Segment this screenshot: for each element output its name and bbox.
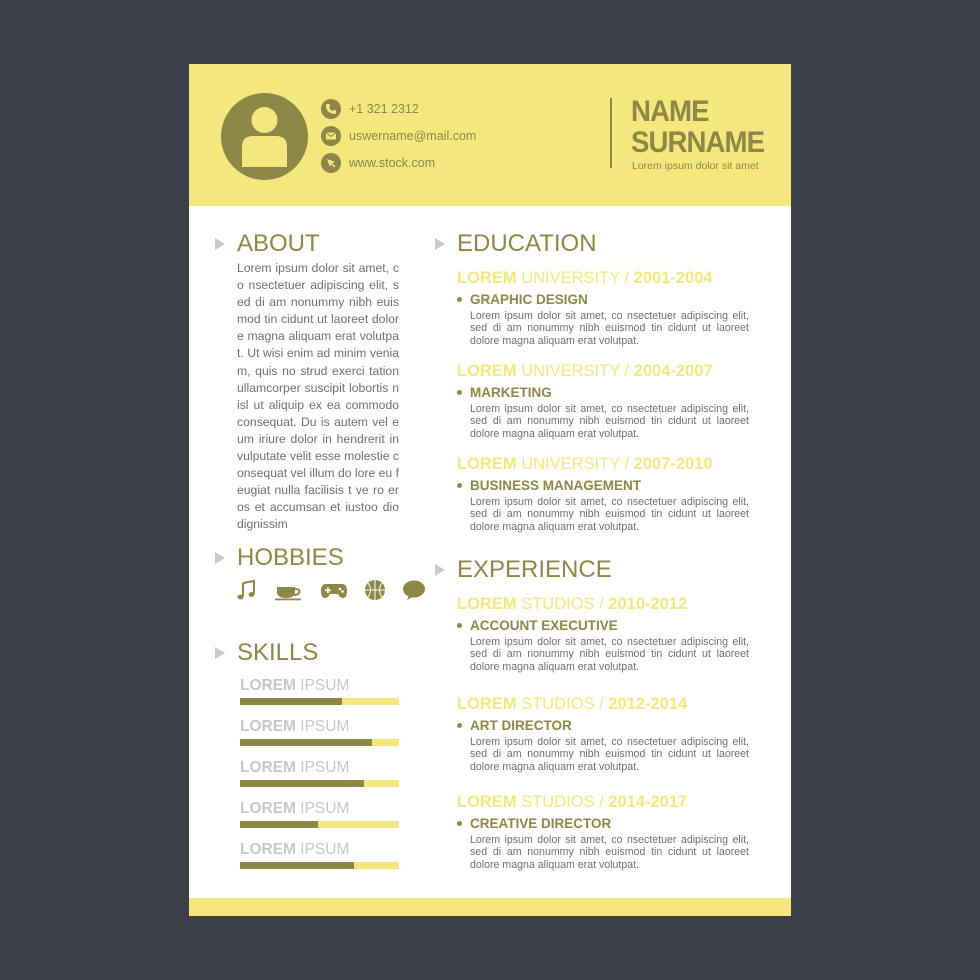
skill-bar [240,862,399,869]
entry-heading [457,595,749,615]
skill-bar [240,821,399,828]
skill-label [240,759,399,777]
arrow-icon [215,647,225,659]
person-icon [221,93,308,180]
entry-heading-bold: LOREM [457,362,517,380]
bullet-icon [457,723,462,728]
experience-entry [457,595,749,673]
hobbies-title: HOBBIES [237,544,344,571]
entry-description: Lorem ipsum dolor sit amet, co nsectetuer adipiscing elit, sed di am nonummy nibh euismod tin cidunt ut laoreet dolore magna aliquam erat volutpat. [470,736,749,773]
entry-role [457,291,749,308]
music-note-icon [236,579,258,601]
skill-bar-fill [240,862,354,869]
entry-heading-thin: STUDIOS / [521,595,604,613]
entry-role-text: ART DIRECTOR [470,718,572,733]
entry-heading [457,269,749,289]
entry-role [457,477,749,494]
entry-heading-bold: LOREM [457,793,517,811]
about-title: ABOUT [237,230,320,257]
entry-role [457,384,749,401]
contact-email [321,125,476,147]
entry-description: Lorem ipsum dolor sit amet, co nsectetuer adipiscing elit, sed di am nonummy nibh euismod tin cidunt ut laoreet dolore magna aliquam erat volutpat. [470,834,749,871]
bullet-icon [457,623,462,628]
skill-label-bold: LOREM [240,677,296,694]
header-divider [610,98,612,168]
entry-role-text: ACCOUNT EXECUTIVE [470,618,618,633]
skill-label [240,718,399,736]
speech-bubble-icon [402,579,426,601]
skill-item [240,677,399,705]
skill-label-thin: IPSUM [300,718,350,735]
bullet-icon [457,821,462,826]
education-entry [457,455,749,533]
about-text: Lorem ipsum dolor sit amet, co nsectetuer adipiscing elit, sed di am nonummy nibh euismod tin cidunt ut laoreet dolore magna aliquam erat volutpat. Ut wisi enim ad minim veniam, quis no strud exerci tation ullamcorper suscipit lobortis nisl ut aliquip ex ea commodo consequat. Du is autem vel eum iriure dolor in hendrerit in vulputate velit esse molestie consequat vel illum do lore eu feugiat nulla facilisis t ve ro eros et accumsan et iustoo dio dignissim [237,261,399,532]
entry-role-text: CREATIVE DIRECTOR [470,816,612,831]
skill-label [240,841,399,859]
cursor-icon [321,153,341,173]
envelope-icon [321,126,341,146]
entry-description: Lorem ipsum dolor sit amet, co nsectetuer adipiscing elit, sed di am nonummy nibh euismod tin cidunt ut laoreet dolore magna aliquam erat volutpat. [470,636,749,673]
experience-title: EXPERIENCE [457,556,612,583]
bullet-icon [457,390,462,395]
skill-label-bold: LOREM [240,841,296,858]
entry-heading-bold: LOREM [457,695,517,713]
entry-role [457,617,749,634]
skill-label-thin: IPSUM [300,800,350,817]
skill-bar [240,739,399,746]
hobbies-icons [236,579,442,601]
about-heading [215,230,320,258]
education-entry [457,269,749,347]
experience-entry [457,695,749,773]
skill-item [240,759,399,787]
skill-bar-fill [240,821,318,828]
full-name [631,96,769,158]
resume-header [189,64,791,206]
skill-bar-fill [240,780,364,787]
skill-item [240,718,399,746]
skill-label-bold: LOREM [240,718,296,735]
skill-label-bold: LOREM [240,759,296,776]
entry-heading [457,455,749,475]
entry-heading-thin: STUDIOS / [521,793,604,811]
skill-label-bold: LOREM [240,800,296,817]
skill-bar-fill [240,698,342,705]
first-name: NAME [631,95,709,128]
email-text[interactable]: uswername@mail.com [349,129,477,143]
skill-item [240,800,399,828]
entry-description: Lorem ipsum dolor sit amet, co nsectetuer adipiscing elit, sed di am nonummy nibh euismod tin cidunt ut laoreet dolore magna aliquam erat volutpat. [470,403,749,440]
entry-role [457,717,749,734]
phone-icon [321,99,341,119]
footer-bar [189,898,791,916]
hobbies-heading [215,544,344,572]
arrow-icon [435,238,445,250]
skill-label-thin: IPSUM [300,841,350,858]
entry-heading [457,362,749,382]
basketball-icon [364,579,386,601]
entry-heading [457,695,749,715]
experience-heading [435,556,612,584]
entry-heading-thin: UNIVERSITY / [521,455,630,473]
experience-entry [457,793,749,871]
entry-heading-bold: LOREM [457,595,517,613]
entry-heading-thin: UNIVERSITY / [521,269,630,287]
entry-years: 2010-2012 [608,595,688,613]
gamepad-icon [320,579,348,601]
skill-bar [240,698,399,705]
entry-heading-bold: LOREM [457,455,517,473]
skill-bar-fill [240,739,372,746]
tagline: Lorem ipsum dolor sit amet [632,160,759,172]
skill-label-thin: IPSUM [300,759,350,776]
education-entry [457,362,749,440]
entry-heading-bold: LOREM [457,269,517,287]
entry-role-text: GRAPHIC DESIGN [470,292,588,307]
entry-years: 2004-2007 [633,362,713,380]
entry-heading-thin: STUDIOS / [521,695,604,713]
entry-heading-thin: UNIVERSITY / [521,362,630,380]
entry-role [457,815,749,832]
resume-page [189,64,791,916]
entry-description: Lorem ipsum dolor sit amet, co nsectetuer adipiscing elit, sed di am nonummy nibh euismod tin cidunt ut laoreet dolore magna aliquam erat volutpat. [470,310,749,347]
entry-years: 2014-2017 [608,793,688,811]
entry-years: 2001-2004 [633,269,713,287]
skill-item [240,841,399,869]
skill-label [240,800,399,818]
website-text[interactable]: www.stock.com [349,156,436,170]
education-heading [435,230,597,258]
arrow-icon [435,564,445,576]
bullet-icon [457,483,462,488]
phone-text: +1 321 2312 [349,102,419,116]
avatar [221,93,308,180]
skill-label [240,677,399,695]
coffee-cup-icon [274,579,304,601]
entry-role-text: BUSINESS MANAGEMENT [470,478,642,493]
skills-title: SKILLS [237,639,319,666]
entry-role-text: MARKETING [470,385,552,400]
bullet-icon [457,297,462,302]
arrow-icon [215,238,225,250]
skill-label-thin: IPSUM [300,677,350,694]
education-title: EDUCATION [457,230,597,257]
entry-years: 2007-2010 [633,455,713,473]
contact-website [321,152,435,174]
surname: SURNAME [631,126,765,159]
skill-bar [240,780,399,787]
arrow-icon [215,552,225,564]
contact-phone [321,98,419,120]
entry-heading [457,793,749,813]
entry-description: Lorem ipsum dolor sit amet, co nsectetuer adipiscing elit, sed di am nonummy nibh euismod tin cidunt ut laoreet dolore magna aliquam erat volutpat. [470,496,749,533]
skills-heading [215,639,318,667]
entry-years: 2012-2014 [608,695,688,713]
